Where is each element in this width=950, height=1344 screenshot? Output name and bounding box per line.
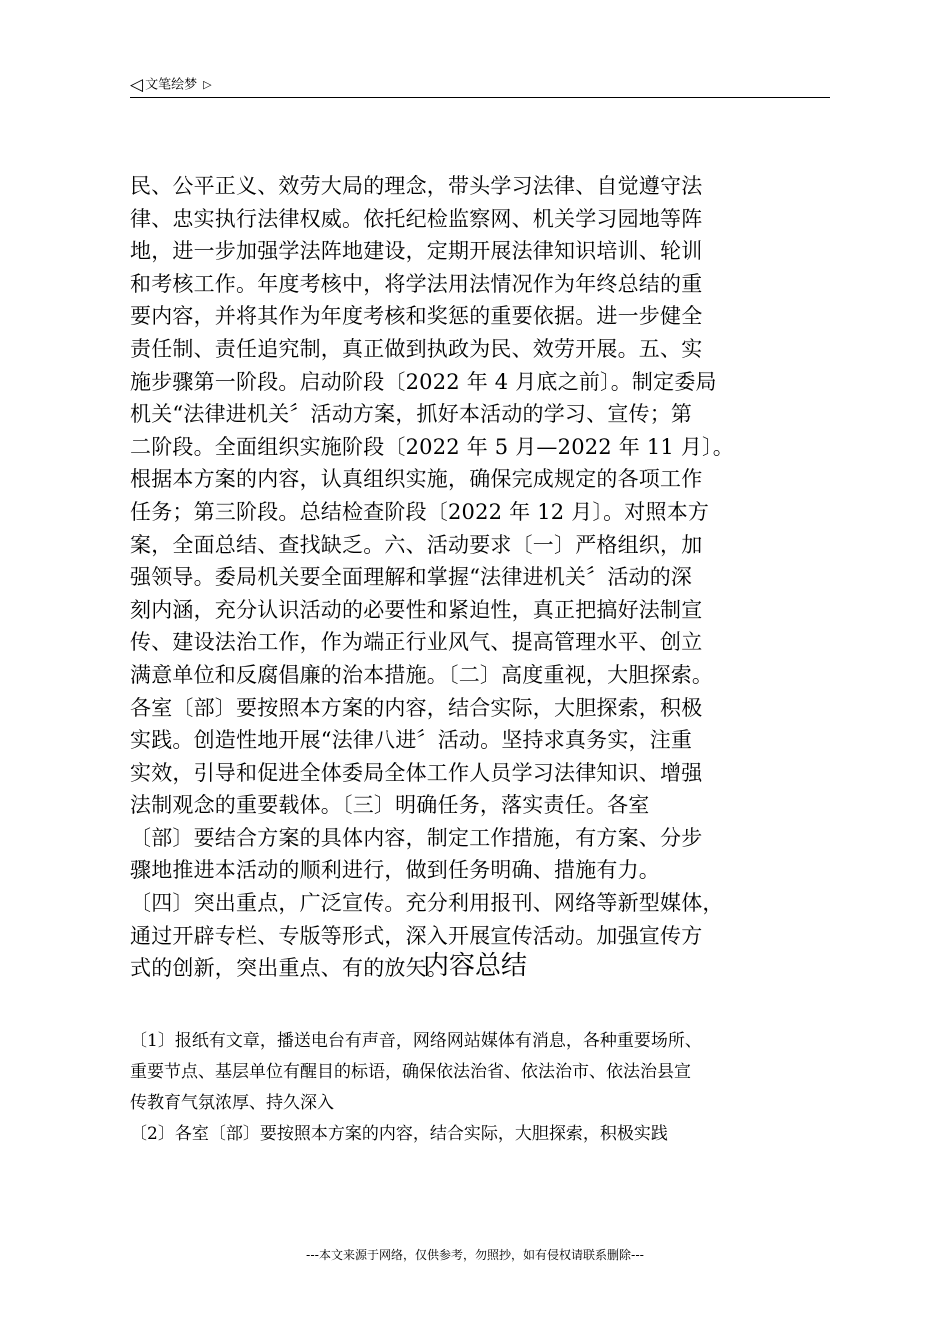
body-line: 机关“法律进机关〞活动方案，抓好本活动的学习、宣传；第 [130, 402, 693, 427]
body-line: 民、公平正义、效劳大局的理念，带头学习法律、自觉遵守法 [130, 174, 703, 198]
body-line: 施步骤第一阶段。启动阶段〔2022 年 4 月底之前〕。制定委局 [130, 369, 717, 394]
summary-line: 〔2〕各室〔部〕要按照本方案的内容，结合实际，大胆探索，积极实践 [130, 1124, 668, 1144]
body-line: 律、忠实执行法律权威。依托纪检监察网、机关学习园地等阵 [130, 206, 703, 231]
body-line: 二阶段。全面组织实施阶段〔2022 年 5 月—2022 年 11 月〕。 [130, 434, 734, 459]
body-line: 〔四〕突出重点，广泛宣传。充分利用报刊、网络等新型媒体， [130, 891, 724, 916]
body-line: 通过开辟专栏、专版等形式，深入开展宣传活动。加强宣传方 [130, 923, 703, 948]
summary-line: 〔1〕报纸有文章，播送电台有声音，网络网站媒体有消息，各种重要场所、 [130, 1031, 702, 1051]
body-line: 传、建设法治工作，作为端正行业风气、提高管理水平、创立 [130, 630, 703, 655]
body-line: 刻内涵，充分认识活动的必要性和紧迫性，真正把搞好法制宣 [130, 597, 703, 622]
body-line: 任务；第三阶段。总结检查阶段〔2022 年 12 月〕。对照本方 [130, 499, 710, 524]
right-triangle-icon: ▷ [203, 78, 212, 91]
header-divider [130, 97, 830, 98]
body-line: 〔部〕要结合方案的具体内容，制定工作措施，有方案、分步 [130, 825, 703, 850]
body-line: 法制观念的重要载体。〔三〕明确任务，落实责任。各室 [130, 793, 650, 818]
body-line: 实效，引导和促进全体委局全体工作人员学习法律知识、增强 [130, 760, 703, 785]
page-header [130, 74, 830, 96]
body-line: 强领导。委局机关要全面理解和掌握“法律进机关〞活动的深 [130, 565, 693, 590]
body-line: 责任制、责任追究制，真正做到执政为民、效劳开展。五、实 [130, 336, 703, 361]
body-line: 式的创新，突出重点、有的放矢。 [130, 956, 448, 981]
body-line: 各室〔部〕要按照本方案的内容，结合实际，大胆探索，积极 [130, 695, 703, 720]
body-line: 骤地推进本活动的顺利进行，做到任务明确、措施有力。 [130, 858, 660, 883]
summary-title: 内容总结 [422, 951, 527, 981]
body-paragraph [130, 170, 836, 985]
body-line: 满意单位和反腐倡廉的治本措施。〔二〕高度重视，大胆探索。 [130, 662, 714, 687]
body-line: 案，全面总结、查找缺乏。六、活动要求〔一〕严格组织，加 [130, 532, 703, 557]
summary-line: 传教育气氛浓厚、持久深入 [130, 1093, 334, 1113]
summary-line: 重要节点、基层单位有醒目的标语，确保依法治省、依法治市、依法治县宣 [130, 1062, 691, 1082]
body-line: 要内容，并将其作为年度考核和奖惩的重要依据。进一步健全 [130, 304, 703, 329]
body-line: 和考核工作。年度考核中，将学法用法情况作为年终总结的重 [130, 271, 703, 296]
body-line: 实践。创造性地开展“法律八进〞活动。坚持求真务实，注重 [130, 728, 693, 753]
header-title: 文笔绘梦 [145, 77, 198, 93]
body-line: 地，进一步加强学法阵地建设，定期开展法律知识培训、轮训 [130, 239, 703, 264]
summary-section [130, 1026, 830, 1150]
page-footer-disclaimer: ---本文来源于网络，仅供参考，勿照抄，如有侵权请联系删除--- [306, 1248, 644, 1262]
body-line: 根据本方案的内容，认真组织实施，确保完成规定的各项工作 [130, 467, 703, 492]
left-triangle-icon: ◁ [130, 75, 144, 95]
